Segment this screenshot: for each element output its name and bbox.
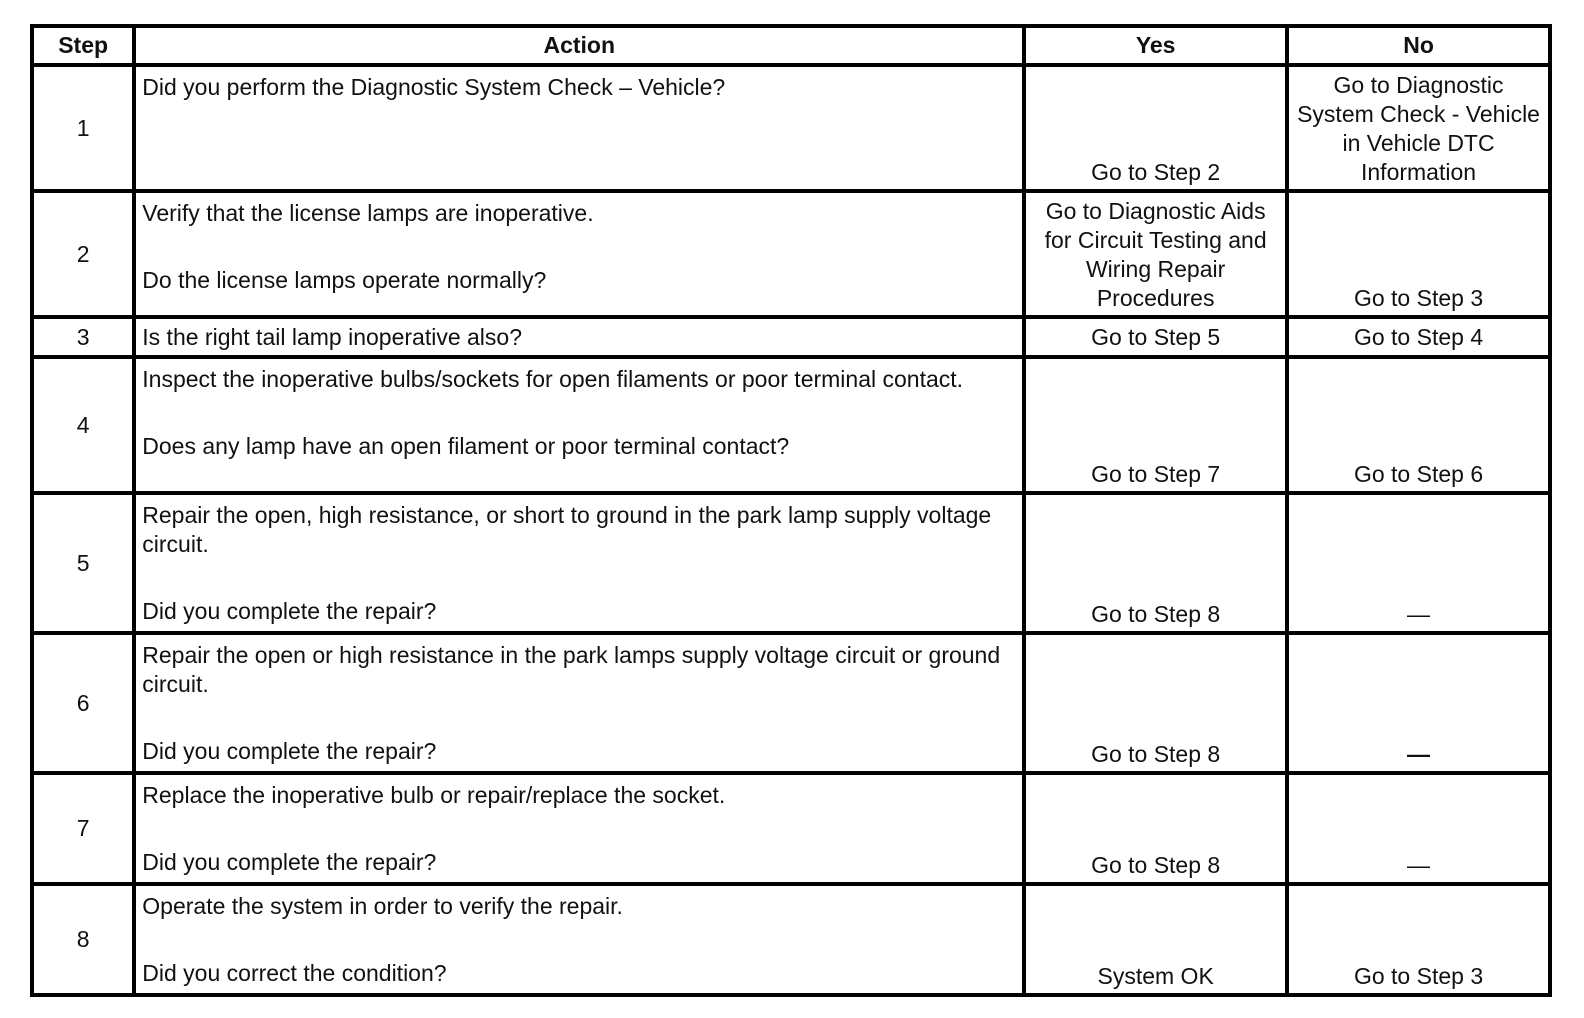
step-number: 7 [32,773,134,884]
table-row [32,773,1550,884]
yes-cell: Go to Step 8 [1024,773,1287,884]
header-action: Action [134,26,1024,65]
action-text: Verify that the license lamps are inoperative. [142,200,594,226]
diagnostic-table [30,24,1552,997]
no-cell: — [1287,773,1550,884]
no-cell: — [1287,493,1550,633]
action-question: Did you complete the repair? [142,598,437,624]
action-cell [134,65,1024,191]
action-question: Does any lamp have an open filament or poor terminal contact? [142,433,790,459]
step-number: 5 [32,493,134,633]
table-row [32,357,1550,493]
header-step: Step [32,26,134,65]
yes-cell: Go to Diagnostic Aids for Circuit Testing and Wiring Repair Procedures [1024,191,1287,317]
header-no: No [1287,26,1550,65]
action-cell [134,773,1024,884]
table-row [32,317,1550,357]
header-yes: Yes [1024,26,1287,65]
step-number: 4 [32,357,134,493]
action-text: Is the right tail lamp inoperative also? [142,323,522,350]
yes-cell: System OK [1024,884,1287,995]
table-row [32,633,1550,773]
step-number: 3 [32,317,134,357]
action-question: Did you complete the repair? [142,738,437,764]
table-row [32,65,1550,191]
yes-cell: Go to Step 8 [1024,633,1287,773]
yes-cell: Go to Step 5 [1024,317,1287,357]
no-cell: Go to Step 3 [1287,884,1550,995]
action-text: Repair the open or high resistance in the park lamps supply voltage circuit or ground circuit. [142,642,1001,697]
action-cell [134,357,1024,493]
step-number: 1 [32,65,134,191]
action-cell [134,191,1024,317]
step-number: 8 [32,884,134,995]
table-row [32,884,1550,995]
no-cell: Go to Step 6 [1287,357,1550,493]
action-text: Inspect the inoperative bulbs/sockets for open filaments or poor terminal contact. [142,366,964,392]
action-text: Repair the open, high resistance, or short to ground in the park lamp supply voltage circuit. [142,502,992,557]
yes-cell: Go to Step 2 [1024,65,1287,191]
header-row [32,26,1550,65]
action-cell [134,317,1024,357]
table-row [32,191,1550,317]
step-number: 6 [32,633,134,773]
no-cell: Go to Step 4 [1287,317,1550,357]
no-cell: Go to Step 3 [1287,191,1550,317]
no-cell: — [1287,633,1550,773]
yes-cell: Go to Step 8 [1024,493,1287,633]
action-question: Do the license lamps operate normally? [142,267,547,293]
action-cell [134,493,1024,633]
action-cell [134,884,1024,995]
action-text: Replace the inoperative bulb or repair/replace the socket. [142,782,726,808]
action-text: Operate the system in order to verify the repair. [142,893,623,919]
no-cell: Go to Diagnostic System Check - Vehicle in Vehicle DTC Information [1287,65,1550,191]
action-question: Did you correct the condition? [142,960,447,986]
action-text: Did you perform the Diagnostic System Check – Vehicle? [142,74,726,100]
yes-cell: Go to Step 7 [1024,357,1287,493]
action-question: Did you complete the repair? [142,849,437,875]
action-cell [134,633,1024,773]
table-row [32,493,1550,633]
step-number: 2 [32,191,134,317]
